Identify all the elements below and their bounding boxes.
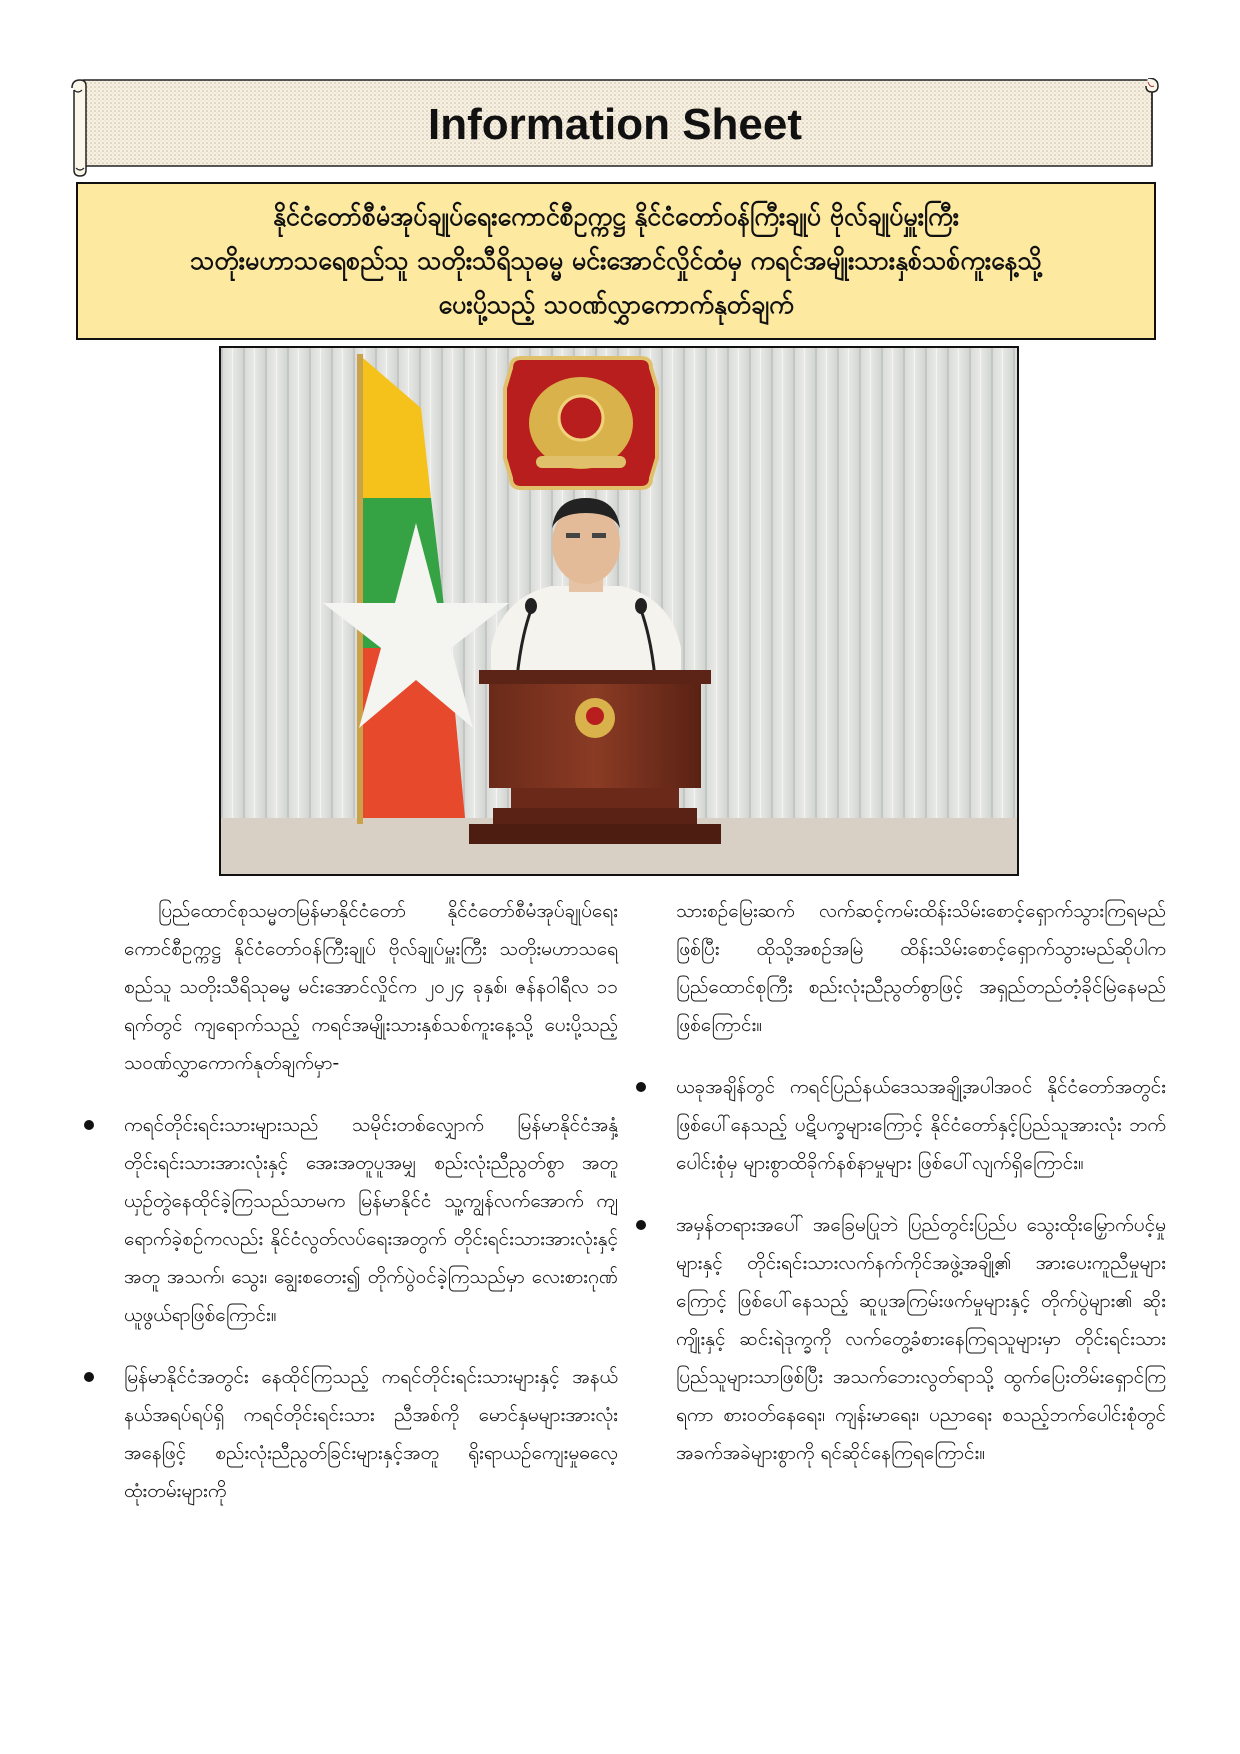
continuation-paragraph: သားစဉ်မြေးဆက် လက်ဆင့်ကမ်းထိန်းသိမ်းစောင့်ရှောက်သွားကြရမည်ဖြစ်ပြီး ထိုသို့အစဉ်အမြဲ ထိန်းသိမ်းစောင့်ရှောက်သွားမည်ဆိုပါက ပြည်ထောင်စုကြီး စည်းလုံးညီညွတ်စွာဖြင့် အရှည်တည်တံ့ခိုင်မြဲနေမည်ဖြစ်ကြောင်း။ [676,900,1166,1036]
podium [469,670,721,844]
state-emblem [505,358,657,488]
headline-line: နိုင်ငံတော်စီမံအုပ်ချုပ်ရေးကောင်စီဥက္ကဋ္ဌ နိုင်ငံတော်ဝန်ကြီးချုပ် ဗိုလ်ချုပ်မှူးကြီး [272,202,959,231]
bullet-text: မြန်မာနိုင်ငံအတွင်း နေထိုင်ကြသည့် ကရင်တိုင်းရင်းသားများနှင့် အနယ်နယ်အရပ်ရပ်ရှိ ကရင်တိုင်းရင်းသား ညီအစ်ကို မောင်နှမများအားလုံးအနေဖြင့် စည်းလုံးညီညွတ်ခြင်းများနှင့်အတူ ရိုးရာယဉ်ကျေးမှုဓလေ့ထုံးတမ်းများကို [124,1366,618,1502]
headline-line: သတိုးမဟာသရေစည်သူ သတိုးသီရိသုဓမ္မ မင်းအောင်လှိုင်ထံမှ ကရင်အမျိုးသားနှစ်သစ်ကူးနေ့သို့ [190,246,1042,275]
headline-line: ပေးပို့သည့် သဝဏ်လွှာကောက်နုတ်ချက် [438,290,794,319]
bullet-text: ကရင်တိုင်းရင်းသားများသည် သမိုင်းတစ်လျှောက် မြန်မာနိုင်ငံအနှံ့ တိုင်းရင်းသားအားလုံးနှင့် အေးအတူပူအမျှ စည်းလုံးညီညွတ်စွာ အတူယှဉ်တွဲနေထိုင်ခဲ့ကြသည်သာမက မြန်မာနိုင်ငံ သူ့ကျွန်လက်အောက် ကျရောက်ခဲ့စဉ်ကလည်း နိုင်ငံလွတ်လပ်ရေးအတွက် တိုင်းရင်းသားအားလုံးနှင့်အတူ အသက်၊ သွေး၊ ချွေးစတေး၍ တိုက်ပွဲဝင်ခဲ့ကြသည်မှာ လေးစားဂုဏ်ယူဖွယ်ရာဖြစ်ကြောင်း။ [124,1114,618,1326]
body-column-right [676,884,1166,1472]
banner-title: Information Sheet [427,100,803,149]
headline-box [76,182,1156,340]
title-banner-scroll [70,78,1160,178]
speaker-at-podium-photo [221,348,1017,874]
bullet-text: အမှန်တရားအပေါ် အခြေမပြုဘဲ ပြည်တွင်းပြည်ပ သွေးထိုးမြှောက်ပင့်မှုများနှင့် တိုင်းရင်းသားလက်နက်ကိုင်အဖွဲ့အချို့၏ အားပေးကူညီမှုများကြောင့် ဖြစ်ပေါ်နေသည့် ဆူပူအကြမ်းဖက်မှုများနှင့် တိုက်ပွဲများ၏ ဆိုးကျိုးနှင့် ဆင်းရဲဒုက္ခကို လက်တွေ့ခံစားနေကြရသူများမှာ တိုင်းရင်းသားပြည်သူများသာဖြစ်ပြီး အသက်ဘေးလွတ်ရာသို့ ထွက်ပြေးတိမ်းရှောင်ကြရကာ စားဝတ်နေရေး၊ ကျန်းမာရေး၊ ပညာရေး စသည့်ဘက်ပေါင်းစုံတွင် အခက်အခဲများစွာကို ရင်ဆိုင်နေကြရကြောင်း။ [676,1214,1166,1464]
body-column-left [124,884,618,1510]
list-item [676,1206,1166,1472]
bullet-icon [636,1220,646,1230]
list-item [124,1358,618,1510]
bullet-text: ယခုအချိန်တွင် ကရင်ပြည်နယ်ဒေသအချို့အပါအဝင် နိုင်ငံတော်အတွင်း ဖြစ်ပေါ်နေသည့် ပဋိပက္ခများကြောင့် နိုင်ငံတော်နှင့်ပြည်သူအားလုံး ဘက်ပေါင်းစုံမှ များစွာထိခိုက်နစ်နာမှုများ ဖြစ်ပေါ်လျက်ရှိကြောင်း။ [676,1076,1166,1174]
speaker-photo [219,346,1019,876]
bullet-icon [84,1120,94,1130]
intro-paragraph: ပြည်ထောင်စုသမ္မတမြန်မာနိုင်ငံတော် နိုင်ငံတော်စီမံအုပ်ချုပ်ရေးကောင်စီဥက္ကဋ္ဌ နိုင်ငံတော်ဝန်ကြီးချုပ် ဗိုလ်ချုပ်မှူးကြီး သတိုးမဟာသရေစည်သူ သတိုးသီရိသုဓမ္မ မင်းအောင်လှိုင်က ၂၀၂၄ ခုနှစ်၊ ဇန်နဝါရီလ ၁၁ ရက်တွင် ကျရောက်သည့် ကရင်အမျိုးသားနှစ်သစ်ကူးနေ့သို့ ပေးပို့သည့် သဝဏ်လွှာကောက်နုတ်ချက်မှာ- [124,900,618,1074]
list-item [124,1106,618,1334]
headline-text [190,195,1042,327]
list-item [676,1068,1166,1182]
bullet-icon [84,1372,94,1382]
bullet-icon [636,1082,646,1092]
